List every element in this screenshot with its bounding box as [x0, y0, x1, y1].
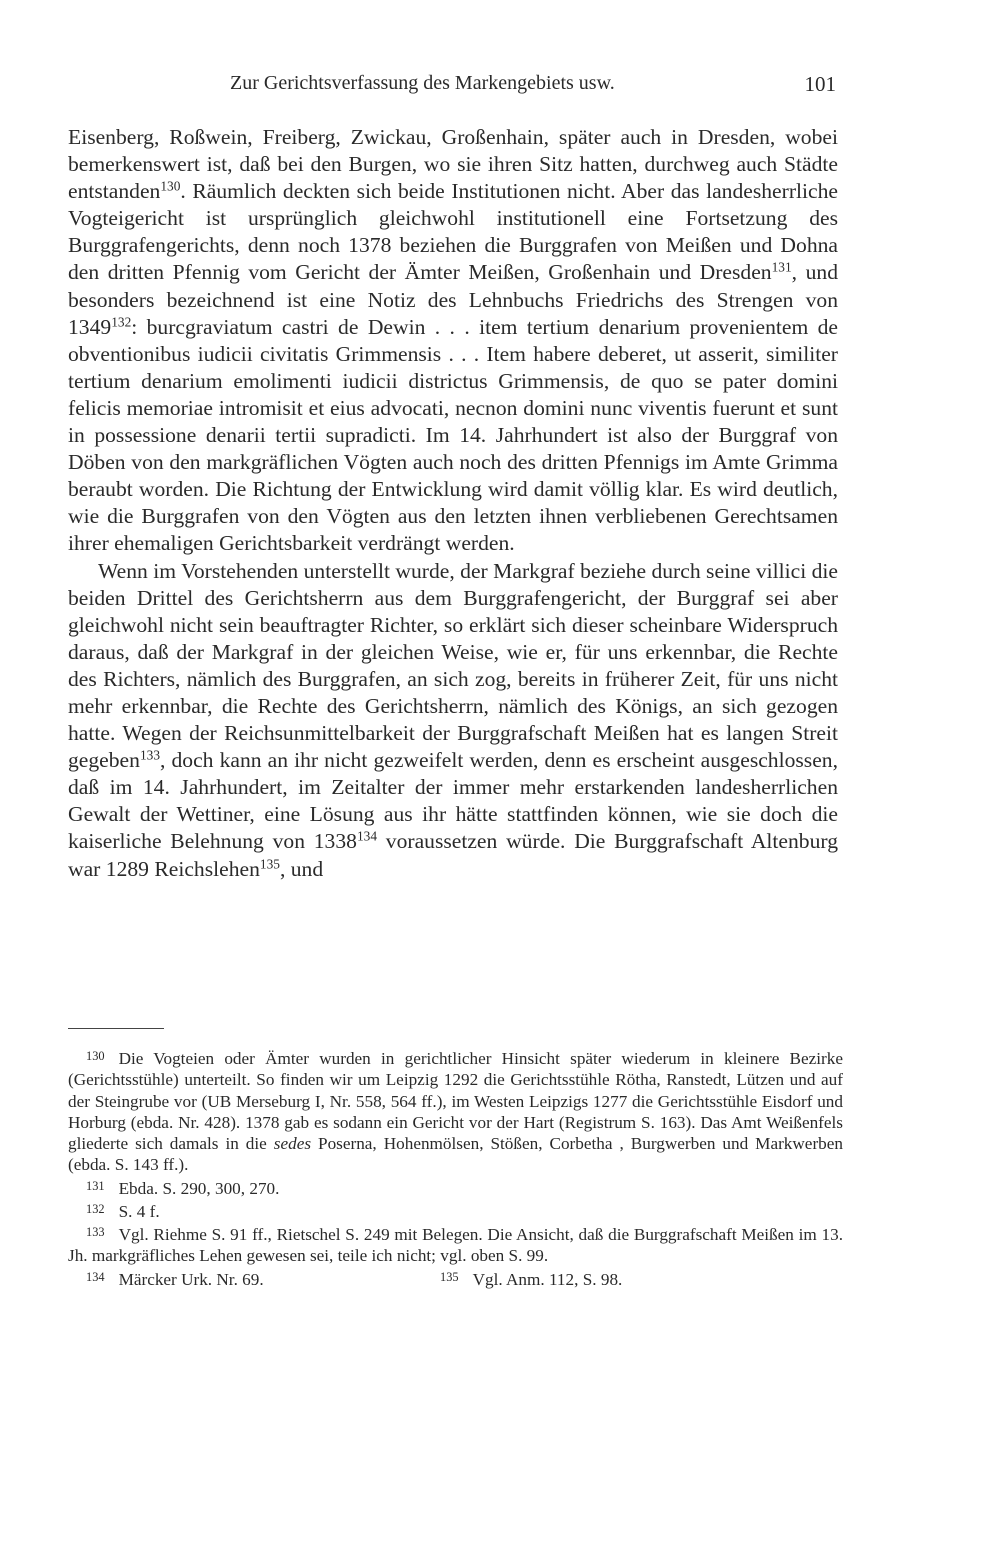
text-span: . Räumlich deckten sich beide Institutionen nicht. Aber das landesherrliche Vogteigericht ist ursprünglich gleichwohl institutionell eine Fortsetzung des Burggrafengerichts, denn noch 1378 beziehen die Burggrafen von Meißen und Dohna den dritten Pfennig vom Gericht der Ämter Meißen, Großenhain und Dresden — [68, 179, 838, 285]
footnote-130 — [68, 1046, 843, 1176]
text-span: , doch kann an ihr nicht gezweifelt werden, denn es erscheint ausgeschlossen, daß im 14. Jahrhundert, im Zeitalter der immer mehr erstarkenden landesherrlichen Gewalt der Wettiner, eine Lösung aus ihr hätte stattfinden können, wie sie doch die kaiserliche Belehnung von 1338 — [68, 748, 838, 854]
footnote-row-134-135 — [68, 1267, 843, 1289]
text-span: , und besonders bezeichnend ist eine Notiz des Lehnbuchs Friedrichs des Strengen von 1349 — [68, 260, 838, 339]
footnote-ref-134[interactable]: 134 — [356, 829, 378, 845]
text-span: voraussetzen würde. Die Burggrafschaft Altenburg war 1289 Reichslehen — [68, 829, 838, 881]
footnote-number: 134 — [86, 1269, 105, 1284]
footnote-text: Ebda. S. 290, 300, 270. — [118, 1178, 280, 1198]
footnote-text: S. 4 f. — [118, 1201, 160, 1221]
footnotes — [68, 1046, 843, 1289]
footnote-number: 135 — [440, 1269, 459, 1284]
paragraph-1 — [68, 124, 838, 558]
running-title: Zur Gerichtsverfassung des Markengebiets usw. — [230, 72, 615, 94]
text-span: Eisenberg, Roßwein, Freiberg, Zwickau, Großenhain, später auch in Dresden, wobei bemerkenswert ist, daß bei den Burgen, wo sie ihren Sitz hatten, durchweg auch Städte entstanden — [68, 125, 838, 204]
footnote-number: 130 — [86, 1049, 105, 1063]
footnote-133 — [68, 1222, 843, 1267]
text-span: , und — [279, 856, 324, 881]
footnote-ref-131[interactable]: 131 — [771, 260, 792, 276]
page-header — [68, 72, 836, 106]
footnote-text: Die Vogteien oder Ämter wurden in gerichtlicher Hinsicht später wiederum in kleinere Bezirke (Gerichtsstühle) unterteilt. So finden wir um Leipzig 1292 die Gerichtsstühle Rötha, Ranstedt, Lützen und auf der Steingrube vor (UB Merseburg I, Nr. 558, 564 ff.), im Westen Leipzigs 1277 die Gerichtsstühle Eisdorf und Horburg (ebda. Nr. 428). 1378 gab es sodann ein Gericht vor der Hart (Registrum S. 163). Das Amt Weißenfels gliederte sich damals in die — [68, 1048, 843, 1154]
page-number: 101 — [804, 72, 836, 96]
footnote-135 — [440, 1267, 622, 1290]
footnote-italic-text: sedes — [273, 1134, 312, 1154]
footnote-divider — [68, 1028, 164, 1029]
footnote-ref-133[interactable]: 133 — [139, 747, 161, 763]
footnote-132 — [68, 1199, 843, 1222]
footnote-131 — [68, 1176, 843, 1199]
text-span: : burcgraviatum castri de Dewin . . . item tertium denarium provenientem de obventionibus iudicii civitatis Grimmensis . . . Item habere deberet, ut asserit, similiter tertium denarium emolimenti iudicii districtus Grimmensis, de quo se pater domini felicis memoriae intromisit et eius advocati, necnon domini nunc viventis fuerunt et sunt in possessione denarii tertii supradicti. Im 14. Jahrhundert ist also der Burggraf von Döben von den markgräflichen Vögten auch noch des dritten Pfennigs im Amte Grimma beraubt worden. Die Richtung der Entwicklung wird damit völlig klar. Es wird deutlich, wie die Burggrafen von den Vögten aus den letzten ihnen verbliebenen Gerechtsamen ihrer ehemaligen Gerichtsbarkeit verdrängt werden. — [68, 314, 838, 556]
footnote-ref-130[interactable]: 130 — [160, 178, 181, 194]
text-span: Wenn im Vorstehenden unterstellt wurde, der Markgraf beziehe durch seine villici die beiden Drittel des Gerichtsherrn aus dem Burggrafengericht, der Burggraf sei aber gleichwohl nicht sein beauftragter Richter, so erklärt sich dieser scheinbare Widerspruch daraus, daß der Markgraf in der gleichen Weise, wie er, für uns erkennbar, die Rechte des Richters, nämlich des Burggrafen, an sich zog, bereits in früherer Zeit, für uns nicht mehr erkennbar, die Rechte des Gerichtsherrn, nämlich des Königs, an sich gezogen hatte. Wegen der Reichsunmittelbarkeit der Burggrafschaft Meißen hat es langen Streit gegeben — [68, 558, 838, 773]
footnote-number: 133 — [86, 1225, 105, 1240]
main-text — [68, 124, 838, 883]
footnote-ref-132[interactable]: 132 — [111, 314, 132, 330]
footnote-number: 132 — [86, 1201, 105, 1216]
footnote-text: Märcker Urk. Nr. 69. — [118, 1269, 264, 1289]
footnote-text: Vgl. Anm. 112, S. 98. — [472, 1269, 623, 1289]
footnote-134 — [86, 1270, 264, 1289]
footnote-text: Poserna, Hohenmölsen, Stößen, Corbetha , Burgwerben und Markwerben (ebda. S. 143 ff.). — [68, 1134, 843, 1175]
paragraph-2 — [68, 558, 838, 883]
footnote-ref-135[interactable]: 135 — [259, 856, 280, 872]
footnote-text: Vgl. Riehme S. 91 ff., Rietschel S. 249 mit Belegen. Die Ansicht, daß die Burggrafschaft Meißen im 13. Jh. markgräfliches Lehen gewesen sei, teile ich nicht; vgl. oben S. 99. — [68, 1225, 843, 1266]
footnote-number: 131 — [86, 1178, 105, 1193]
